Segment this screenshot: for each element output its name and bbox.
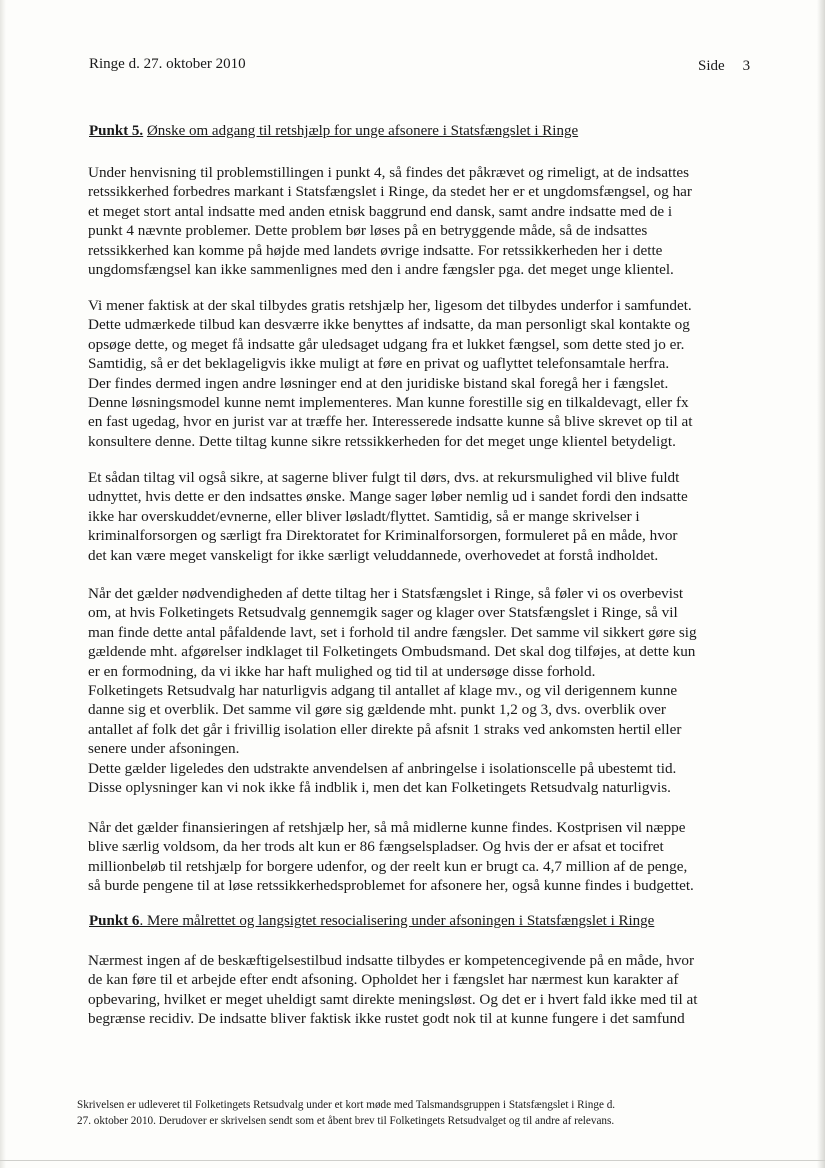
text-line: antallet af folk det går i frivillig isolation eller direkte på afsnit 1 straks ved ankomsten hertil eller xyxy=(88,720,682,738)
text-line: man finde dette antal påfaldende lavt, set i forhold til andre fængsler. Det samme vil sikkert gøre sig xyxy=(88,623,697,641)
text-line: en fast ugedag, hvor en jurist var at træffe her. Interesserede indsatte kunne så blive skrevet op til at xyxy=(88,413,693,431)
text-line: Når det gælder finansieringen af retshjælp her, så må midlerne kunne findes. Kostprisen vil næppe xyxy=(88,819,686,836)
text-line: blive særlig voldsom, da her trods alt kun er 86 fængselspladser. Og hvis der er afsat et tocifret xyxy=(88,838,664,856)
text-line: ungdomsfængsel kan ikke sammenlignes med den i andre fængsler pga. det meget unge klientel. xyxy=(88,261,674,279)
text-line: opsøge dette, og meget få indsatte går uledsaget udgang fra et lukket fængsel, som dette sted jo er. xyxy=(88,335,685,353)
paragraph xyxy=(88,584,750,797)
text-line: så burde pengene til at løse retssikkerhedsproblemet for afsonere her, også kunne findes i budgettet. xyxy=(88,877,694,895)
footer-note xyxy=(77,1097,757,1129)
text-line: gældende mht. afgørelser indklaget til Folketingets Ombudsmand. Det skal dog tilføjes, at dette kun xyxy=(88,643,696,661)
place-date: Ringe d. 27. oktober 2010 xyxy=(89,56,246,72)
text-line: Folketingets Retsudvalg har naturligvis adgang til antallet af klage mv., og vil derigennem kunne xyxy=(88,682,678,700)
text-line: Dette udmærkede tilbud kan desværre ikke benyttes af indsatte, da man personligt skal kontakte og xyxy=(88,316,690,334)
text-line: om, at hvis Folketingets Retsudvalg gennemgik sager og klager over Statsfængslet i Ringe, så vil xyxy=(88,604,678,622)
section-heading xyxy=(89,913,654,930)
text-line: danne sig et overblik. Det samme vil gøre sig gældende mht. punkt 1,2 og 3, dvs. overblik over xyxy=(88,701,666,719)
paragraph xyxy=(88,296,750,451)
scan-edge xyxy=(817,0,825,1168)
page-label: Side xyxy=(698,58,725,74)
text-line: Disse oplysninger kan vi nok ikke få indblik i, men det kan Folketingets Retsudvalg naturligvis. xyxy=(88,779,671,797)
section-label: Punkt 6 xyxy=(89,913,140,929)
text-line: Vi mener faktisk at der skal tilbydes gratis retshjælp her, ligesom det tilbydes underfor i samfundet. xyxy=(88,297,692,314)
text-line: begrænse recidiv. De indsatte bliver faktisk ikke rustet godt nok til at kunne fungere i det samfund xyxy=(88,1010,685,1028)
text-line: Et sådan tiltag vil også sikre, at sagerne bliver fulgt til dørs, dvs. at rekursmulighed vil blive fuldt xyxy=(88,469,680,486)
footer-line: Skrivelsen er udleveret til Folketingets Retsudvalg under et kort møde med Talsmandsgruppen i Statsfængslet i Ringe d. xyxy=(77,1099,616,1111)
text-line: er en formodning, da vi ikke har haft mulighed og tid til at undersøge disse forhold. xyxy=(88,662,596,680)
text-line: ikke har overskuddet/evnerne, eller bliver løsladt/flyttet. Samtidig, så er mange skrivelser i xyxy=(88,507,640,525)
paragraph xyxy=(88,468,750,565)
text-line: punkt 4 nævnte problemer. Dette problem bør løses på en betryggende måde, så de indsattes xyxy=(88,222,648,240)
page-indicator xyxy=(698,58,750,75)
text-line: de kan føre til et arbejde efter endt afsoning. Opholdet her i fængslet har nærmest kun karakter af xyxy=(88,971,679,989)
paragraph xyxy=(88,818,750,896)
text-line: retssikkerhed forbedres markant i Statsfængslet i Ringe, da stedet her er et ungdomsfængsel, og har xyxy=(88,183,692,201)
section-title: . Mere målrettet og langsigtet resocialisering under afsoningen i Statsfængslet i Ringe xyxy=(139,913,655,929)
text-line: udnyttet, hvis dette er den indsattes ønske. Mange sager løber nemlig ud i sandet fordi den indsatte xyxy=(88,488,688,506)
footer-line: 27. oktober 2010. Derudover er skrivelsen sendt som et åbent brev til Folketingets Retsudvalget og til andre af relevans. xyxy=(77,1115,615,1127)
text-line: Denne løsningsmodel kunne nemt implementeres. Man kunne forestille sig en tilkaldevagt, eller fx xyxy=(88,394,689,412)
scan-edge xyxy=(0,0,6,1168)
text-line: opbevaring, hvilket er meget uheldigt samt direkte meningsløst. Og det er i hvert fald ikke med til at xyxy=(88,990,698,1008)
section-heading xyxy=(89,123,578,140)
text-line: et meget stort antal indsatte med anden etnisk baggrund end dansk, samt andre indsatte med de i xyxy=(88,202,673,220)
text-line: det kan være meget vanskeligt for ikke særligt veluddannede, overhovedet at forstå indholdet. xyxy=(88,546,659,564)
paragraph xyxy=(88,163,750,279)
text-line: kriminalforsorgen og særligt fra Direktoratet for Kriminalforsorgen, formuleret på en måde, hvor xyxy=(88,527,678,545)
text-line: Dette gælder ligeledes den udstrakte anvendelsen af anbringelse i isolationscelle på ubestemt tid. xyxy=(88,759,677,777)
text-line: konsultere denne. Dette tiltag kunne sikre retssikkerheden for det meget unge klientel betydeligt. xyxy=(88,432,676,450)
paragraph xyxy=(88,951,750,1029)
text-line: Under henvisning til problemstillingen i punkt 4, så findes det påkrævet og rimeligt, at de indsattes xyxy=(88,164,690,181)
text-line: Der findes dermed ingen andre løsninger end at den juridiske bistand skal foregå her i fængslet. xyxy=(88,374,669,392)
text-line: millionbeløb til retshjælp for borgere udenfor, og der reelt kun er brugt ca. 4,7 million af de penge, xyxy=(88,857,688,875)
section-title: Ønske om adgang til retshjælp for unge afsonere i Statsfængslet i Ringe xyxy=(146,123,579,139)
text-line: Når det gælder nødvendigheden af dette tiltag her i Statsfængslet i Ringe, så føler vi os overbevist xyxy=(88,585,684,602)
page-bottom-edge xyxy=(0,1160,825,1161)
text-line: Nærmest ingen af de beskæftigelsestilbud indsatte tilbydes er kompetencegivende på en måde, hvor xyxy=(88,952,695,969)
text-line: senere under afsoningen. xyxy=(88,740,240,758)
text-line: retssikkerhed kan komme på højde med landets øvrige indsatte. For retssikkerheden her i dette xyxy=(88,241,663,259)
section-label: Punkt 5. xyxy=(89,123,144,139)
text-line: Samtidig, så er det beklageligvis ikke muligt at føre en privat og uaflyttet telefonsamtale herfra. xyxy=(88,355,670,373)
page-number: 3 xyxy=(742,58,751,74)
